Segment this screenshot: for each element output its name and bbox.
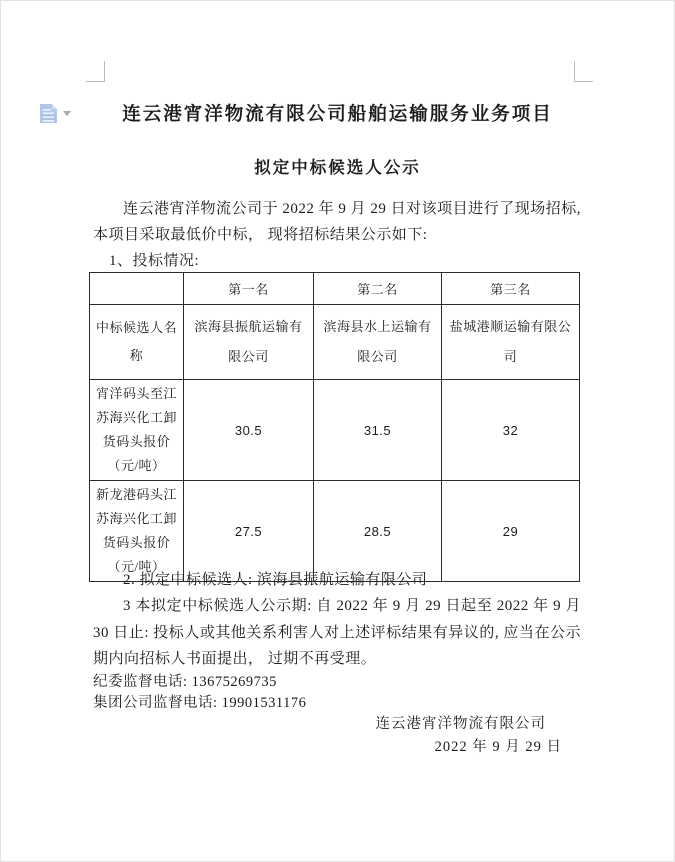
- xinlong-price-1: 27.5: [184, 481, 314, 582]
- header-cell-third-place: 第三名: [442, 273, 580, 305]
- candidate-3: 盐城港顺运输有限公司: [442, 305, 580, 380]
- bid-results-table: [89, 272, 580, 582]
- row-label-xiaoyang-price: 宵洋码头至江苏海兴化工卸货码头报价（元/吨）: [90, 380, 184, 481]
- signature-company: 连云港宵洋物流有限公司: [375, 716, 546, 732]
- document-title: 连云港宵洋物流有限公司船舶运输服务业务项目: [122, 105, 553, 125]
- header-cell-empty: [90, 273, 184, 305]
- signature-date: 2022 年 9 月 29 日: [434, 739, 562, 755]
- xiaoyang-price-1: 30.5: [184, 380, 314, 481]
- table-row-xinlong-price: [90, 481, 580, 582]
- section1-heading: 1、投标情况:: [109, 253, 200, 269]
- intro-paragraph: 连云港宵洋物流公司于 2022 年 9 月 29 日对该项目进行了现场招标, 本项目采取最低价中标， 现将招标结果公示如下:: [93, 201, 581, 243]
- document-subtitle: 拟定中标候选人公示: [254, 158, 421, 177]
- row-label-xinlong-price: 新龙港码头江苏海兴化工卸货码头报价（元/吨）: [90, 481, 184, 582]
- row-label-candidate-names: 中标候选人名称: [90, 305, 184, 380]
- header-cell-second-place: 第二名: [314, 273, 442, 305]
- text-boundary-mark-top-right: [574, 61, 593, 82]
- table-row-candidate-names: [90, 305, 580, 380]
- discipline-phone-line: 纪委监督电话: 13675269735: [93, 674, 277, 690]
- xinlong-price-3: 29: [442, 481, 580, 582]
- table-header-row: [90, 273, 580, 305]
- supervision-phones: [93, 672, 306, 714]
- header-cell-first-place: 第一名: [184, 273, 314, 305]
- xiaoyang-price-3: 32: [442, 380, 580, 481]
- xinlong-price-2: 28.5: [314, 481, 442, 582]
- candidate-1: 滨海县振航运输有限公司: [184, 305, 314, 380]
- section3-text: 3 本拟定中标候选人公示期: 自 2022 年 9 月 29 日起至 2022 年 9 月 30 日止: 投标人或其他关系利害人对上述评标结果有异议的, 应当在公示期内向招标人书面提出， 过期不再受理。: [93, 598, 581, 667]
- candidate-2: 滨海县水上运输有限公司: [314, 305, 442, 380]
- group-phone-line: 集团公司监督电话: 19901531176: [93, 695, 307, 711]
- text-boundary-mark-top-left: [86, 61, 105, 82]
- xiaoyang-price-2: 31.5: [314, 380, 442, 481]
- section2-text: 2. 拟定中标候选人: 滨海县振航运输有限公司: [123, 572, 428, 588]
- table-row-xiaoyang-price: [90, 380, 580, 481]
